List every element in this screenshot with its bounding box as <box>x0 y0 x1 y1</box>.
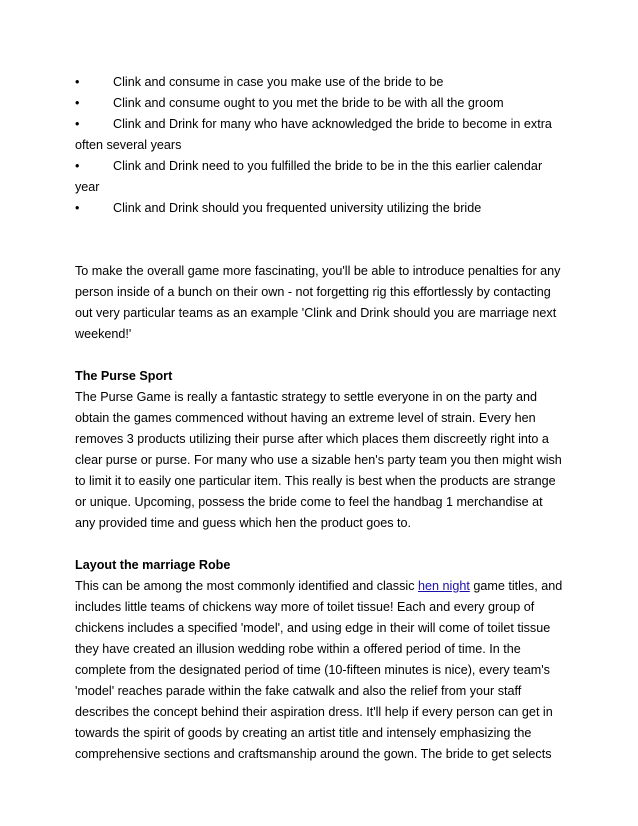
bullet-symbol: • <box>75 117 80 131</box>
bullet-text: Clink and Drink for many who have acknowledged the bride to become in extra often several years <box>75 117 552 152</box>
body-text-before-link: This can be among the most commonly identified and classic <box>75 579 418 593</box>
document-page <box>75 72 565 765</box>
bullet-item <box>75 198 565 219</box>
section-heading-wedding-robe: Layout the marriage Robe <box>75 558 231 572</box>
section-body-wedding-robe <box>75 576 565 765</box>
bullet-item <box>75 72 565 93</box>
bullet-symbol: • <box>75 96 80 110</box>
bullet-symbol: • <box>75 75 80 89</box>
spacer <box>75 240 565 261</box>
section-body-purse-sport: The Purse Game is really a fantastic strategy to settle everyone in on the party and obtain the games commenced without having an extreme level of strain. Every hen removes 3 products utilizing their purse after which places them discreetly right into a clear purse or purse. For many who use a sizable hen's party team you then might wish to limit it to easily one particular item. This really is best when the products are strange or unique. Upcoming, possess the bride come to feel the handbag 1 merchandise at any provided time and guess which hen the product goes to. <box>75 390 562 530</box>
bullet-text: Clink and Drink need to you fulfilled the bride to be in the this earlier calendar year <box>75 159 543 194</box>
bullet-symbol: • <box>75 201 80 215</box>
spacer <box>75 345 565 366</box>
spacer <box>75 534 565 555</box>
intro-paragraph: To make the overall game more fascinating, you'll be able to introduce penalties for any person inside of a bunch on their own - not forgetting rig this effortlessly by contacting out very particular teams as an example 'Clink and Drink should you are marriage next weekend!' <box>75 264 561 341</box>
section-heading-purse-sport: The Purse Sport <box>75 369 173 383</box>
bullet-list <box>75 72 565 219</box>
hen-night-link[interactable]: hen night <box>418 579 470 593</box>
bullet-symbol: • <box>75 159 80 173</box>
bullet-item <box>75 114 565 156</box>
spacer <box>75 219 565 240</box>
bullet-item <box>75 93 565 114</box>
bullet-text: Clink and consume ought to you met the bride to be with all the groom <box>113 96 504 110</box>
body-text-after-link: game titles, and includes little teams of chickens way more of toilet tissue! Each and every group of chickens includes a specified 'model', and using edge in their will come of toilet tissue they have created an illusion wedding robe within a offered period of time. In the complete from the designated period of time (10-fifteen minutes is nice), every team's 'model' reaches parade within the fake catwalk and also the relief from your staff describes the concept behind their aspiration dress. It'll help if every person can get in towards the spirit of goods by creating an artist title and intensely emphasizing the comprehensive sections and craftsmanship around the gown. The bride to get selects <box>75 579 563 761</box>
bullet-text: Clink and Drink should you frequented university utilizing the bride <box>113 201 482 215</box>
bullet-item <box>75 156 565 198</box>
bullet-text: Clink and consume in case you make use of the bride to be <box>113 75 444 89</box>
